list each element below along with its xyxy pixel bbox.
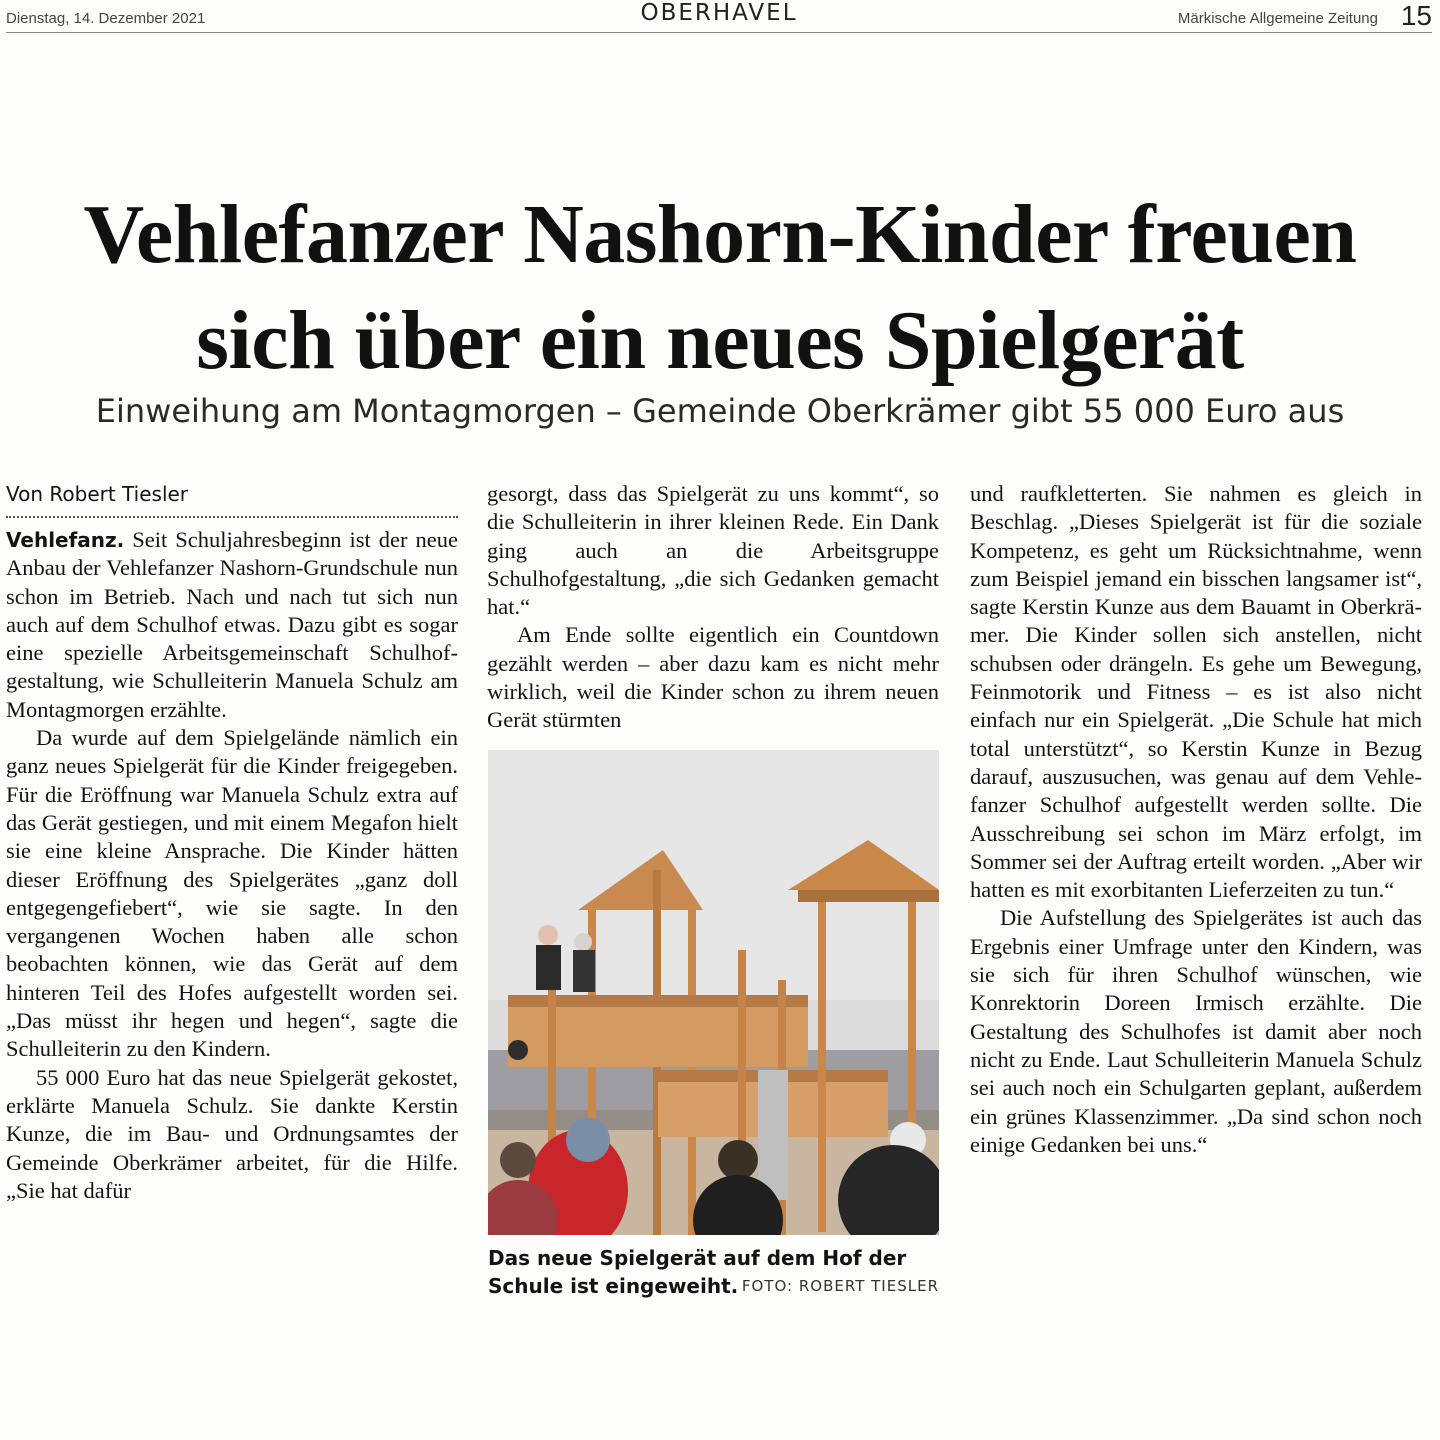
- section-title: OBERHAVEL: [640, 0, 798, 26]
- byline: Von Robert Tiesler: [6, 480, 458, 518]
- paragraph: gesorgt, dass das Spielgerät zu uns kommt“, so die Schulleiterin in ihrer kleinen Rede. Ein Dank ging auch an die Arbeitsgruppe Schulhofgestaltung, „die sich Gedanken gemacht hat.“: [487, 481, 939, 620]
- photo-caption: [488, 1244, 939, 1300]
- newspaper-name: Märkische Allgemeine Zeitung: [1177, 10, 1378, 27]
- paragraph: Da wurde auf dem Spielgelände nämlich ein ganz neues Spielgerät für die Kinder freigegeben. Für die Eröffnung war Manuela Schulz extra auf das Gerät gestiegen, und mit einem Megafon hielt sie eine kleine Ansprache. Die Kinder hätten dieser Eröffnung des Spielgerätes „ganz doll entgegengefiebert“, wie sie sagte. In den vergangenen Wochen haben alle schon beobachten können, wie das Gerät auf dem hinteren Teil des Hofes aufgestellt worden sei. „Das müsst ihr hegen und hegen“, sagte die Schulleiterin zu den Kindern.: [6, 725, 458, 1062]
- paragraph: 55 000 Euro hat das neue Spielgerät gekostet, erklärte Manuela Schulz. Sie dankte Kerstin Kunze, die im Bau- und Ordnungsamtes der Gemeinde Oberkrämer arbeitet, für die Hilfe. „Sie hat dafür: [6, 1064, 458, 1203]
- article-subheadline: Einweihung am Montagmorgen – Gemeinde Oberkrämer gibt 55 000 Euro aus: [95, 392, 1345, 430]
- article-column-2: [487, 480, 939, 735]
- article-photo: [488, 750, 939, 1235]
- playground-photo: [488, 750, 939, 1235]
- article-column-3: [970, 480, 1422, 1159]
- dateline: Vehlefanz.: [6, 528, 125, 552]
- article-column-1: [6, 480, 458, 1205]
- headline-line-2: sich über ein neues Spielgerät: [196, 294, 1244, 387]
- page-number: 15: [1400, 0, 1432, 31]
- paragraph: [6, 526, 458, 724]
- paragraph: Die Aufstellung des Spielgerätes ist auch das Ergebnis einer Umfrage unter den Kindern, was sie sich für ihren Schulhof wünschen, wie Konrektorin Doreen Irmisch erzählte. Die Gestaltung des Schulhofes ist damit aber noch nicht zu Ende. Laut Schulleiterin Manuela Schulz sei auch noch ein Schulgarten geplant, außerdem ein grünes Klassenzimmer. „Da sind schon noch einige Gedanken bei uns.“: [970, 905, 1422, 1157]
- paragraph: und raufkletterten. Sie nahmen es gleich in Beschlag. „Dieses Spielgerät ist für die soziale Kompetenz, es geht um Rücksichtnahme, wenn zum Beispiel jemand ein bisschen langsamer ist“, sagte Kerstin Kunze aus dem Bauamt in Oberkrämer. Die Kinder sollen sich anstellen, nicht schubsen oder drängeln. Es gehe um Bewegung, Feinmotorik und Fitness – es ist also nicht einfach nur ein Spielgerät. „Die Schule hat mich total unterstützt“, so Kerstin Kunze in Bezug darauf, auszusuchen, was genau auf dem Vehlefanzer Schulhof aufgestellt werden sollte. Die Ausschreibung sei schon im März erfolgt, im Sommer sei der Auftrag erteilt worden. „Aber wir hatten es mit exorbitanten Lieferzeiten zu tun.“: [970, 481, 1422, 903]
- article-headline: [0, 182, 1440, 394]
- headline-line-1: Vehlefanzer Nashorn-Kinder freuen: [83, 188, 1357, 281]
- caption-text: Das neue Spielgerät auf dem Hof der Schule ist eingeweiht.: [488, 1246, 907, 1298]
- paragraph: Am Ende sollte eigentlich ein Countdown gezählt werden – aber dazu kam es nicht mehr wirklich, weil die Kinder schon zu ihrem neuen Gerät stürmten: [487, 622, 939, 733]
- issue-date: Dienstag, 14. Dezember 2021: [6, 10, 206, 27]
- page-header: [6, 0, 1432, 33]
- paragraph-text: Seit Schuljahresbeginn ist der neue Anbau der Vehlefanzer Nashorn-Grundschule nun schon im Betrieb. Nach und nach tut sich nun auch auf dem Schulhof etwas. Dazu gibt es sogar eine spezielle Arbeitsgemeinschaft Schulhofgestaltung, wie Schulleiterin Manuela Schulz am Montagmorgen erzählte.: [6, 527, 458, 722]
- photo-credit: FOTO: ROBERT TIESLER: [741, 1277, 939, 1295]
